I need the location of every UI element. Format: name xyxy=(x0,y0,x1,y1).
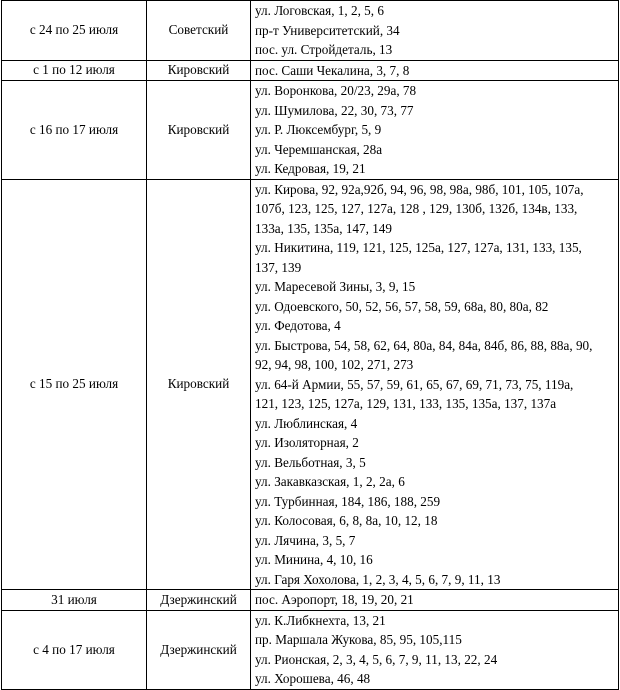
address-line: ул. Логовская, 1, 2, 5, 6 xyxy=(255,3,384,18)
address-line: ул. Маресевой Зины, 3, 9, 15 xyxy=(255,279,416,294)
address-line: ул. Р. Люксембург, 5, 9 xyxy=(255,122,382,137)
address-line: ул. Кирова, 92, 92а,92б, 94, 96, 98, 98а, 98б, 101, 105, 107а, xyxy=(255,181,584,197)
address-line: ул. Лячина, 3, 5, 7 xyxy=(255,532,356,548)
address-line: ул. Черемшанская, 28а xyxy=(255,141,383,157)
address-line: ул. Колосовая, 6, 8, 8а, 10, 12, 18 xyxy=(255,513,438,528)
address-line: 137, 139 xyxy=(255,259,302,275)
date-cell: с 1 по 12 июля xyxy=(2,60,147,81)
addresses-cell xyxy=(251,1,619,61)
addresses-cell xyxy=(251,610,619,689)
address-line: 121, 123, 125, 127а, 129, 131, 133, 135, 135а, 137, 137а xyxy=(255,396,557,411)
date-cell: 31 июля xyxy=(2,590,147,611)
date-cell: с 15 по 25 июля xyxy=(2,179,147,590)
address-line: пос. ул. Стройдеталь, 13 xyxy=(255,42,393,57)
address-line: ул. Изоляторная, 2 xyxy=(255,435,359,450)
address-line: ул. 64-й Армии, 55, 57, 59, 61, 65, 67, 69, 71, 73, 75, 119а, xyxy=(255,376,574,392)
address-line: ул. Гаря Хохолова, 1, 2, 3, 4, 5, 6, 7, 9, 11, 13 xyxy=(255,571,501,587)
address-line: 133а, 135, 135а, 147, 149 xyxy=(255,220,392,236)
address-line: ул. Закавказская, 1, 2, 2а, 6 xyxy=(255,474,405,489)
address-line: пр-т Университетский, 34 xyxy=(255,22,400,38)
address-line: ул. Хорошева, 46, 48 xyxy=(255,671,371,686)
address-line: ул. Люблинская, 4 xyxy=(255,415,358,431)
address-line: ул. Шумилова, 22, 30, 73, 77 xyxy=(255,102,414,118)
addresses-cell xyxy=(251,81,619,180)
address-line: пос. Аэропорт, 18, 19, 20, 21 xyxy=(255,592,414,607)
address-line: ул. Быстрова, 54, 58, 62, 64, 80а, 84, 84а, 84б, 86, 88, 88а, 90, xyxy=(255,337,593,353)
address-line: ул. Турбинная, 184, 186, 188, 259 xyxy=(255,493,441,509)
date-cell: с 24 по 25 июля xyxy=(2,1,147,61)
table-row xyxy=(2,590,619,611)
district-cell: Кировский xyxy=(147,81,251,180)
table-row xyxy=(2,610,619,689)
address-line: ул. Одоевского, 50, 52, 56, 57, 58, 59, 68а, 80, 80а, 82 xyxy=(255,298,549,314)
district-cell: Кировский xyxy=(147,179,251,590)
table-row xyxy=(2,1,619,61)
district-cell: Дзержинский xyxy=(147,610,251,689)
address-line: пос. Саши Чекалина, 3, 7, 8 xyxy=(255,62,410,78)
address-line: 107б, 123, 125, 127, 127а, 128 , 129, 130б, 132б, 134в, 133, xyxy=(255,201,578,216)
address-line: ул. Минина, 4, 10, 16 xyxy=(255,552,373,567)
district-cell: Кировский xyxy=(147,60,251,81)
district-cell: Дзержинский xyxy=(147,590,251,611)
date-cell: с 4 по 17 июля xyxy=(2,610,147,689)
table-row xyxy=(2,81,619,180)
address-line: ул. Рионская, 2, 3, 4, 5, 6, 7, 9, 11, 13, 22, 24 xyxy=(255,651,498,667)
address-line: 92, 94, 98, 100, 102, 271, 273 xyxy=(255,357,414,372)
address-line: ул. Федотова, 4 xyxy=(255,318,341,333)
table-row xyxy=(2,179,619,590)
address-line: пр. Маршала Жукова, 85, 95, 105,115 xyxy=(255,632,462,647)
addresses-cell xyxy=(251,590,619,611)
date-cell: с 16 по 17 июля xyxy=(2,81,147,180)
schedule-table-body xyxy=(2,1,619,690)
schedule-table xyxy=(1,0,619,690)
addresses-cell xyxy=(251,60,619,81)
addresses-cell xyxy=(251,179,619,590)
address-line: ул. К.Либкнехта, 13, 21 xyxy=(255,612,386,628)
address-line: ул. Воронкова, 20/23, 29а, 78 xyxy=(255,83,417,98)
table-row xyxy=(2,60,619,81)
district-cell: Советский xyxy=(147,1,251,61)
address-line: ул. Вельботная, 3, 5 xyxy=(255,454,366,470)
address-line: ул. Кедровая, 19, 21 xyxy=(255,161,366,176)
address-line: ул. Никитина, 119, 121, 125, 125а, 127, 127а, 131, 133, 135, xyxy=(255,240,582,255)
